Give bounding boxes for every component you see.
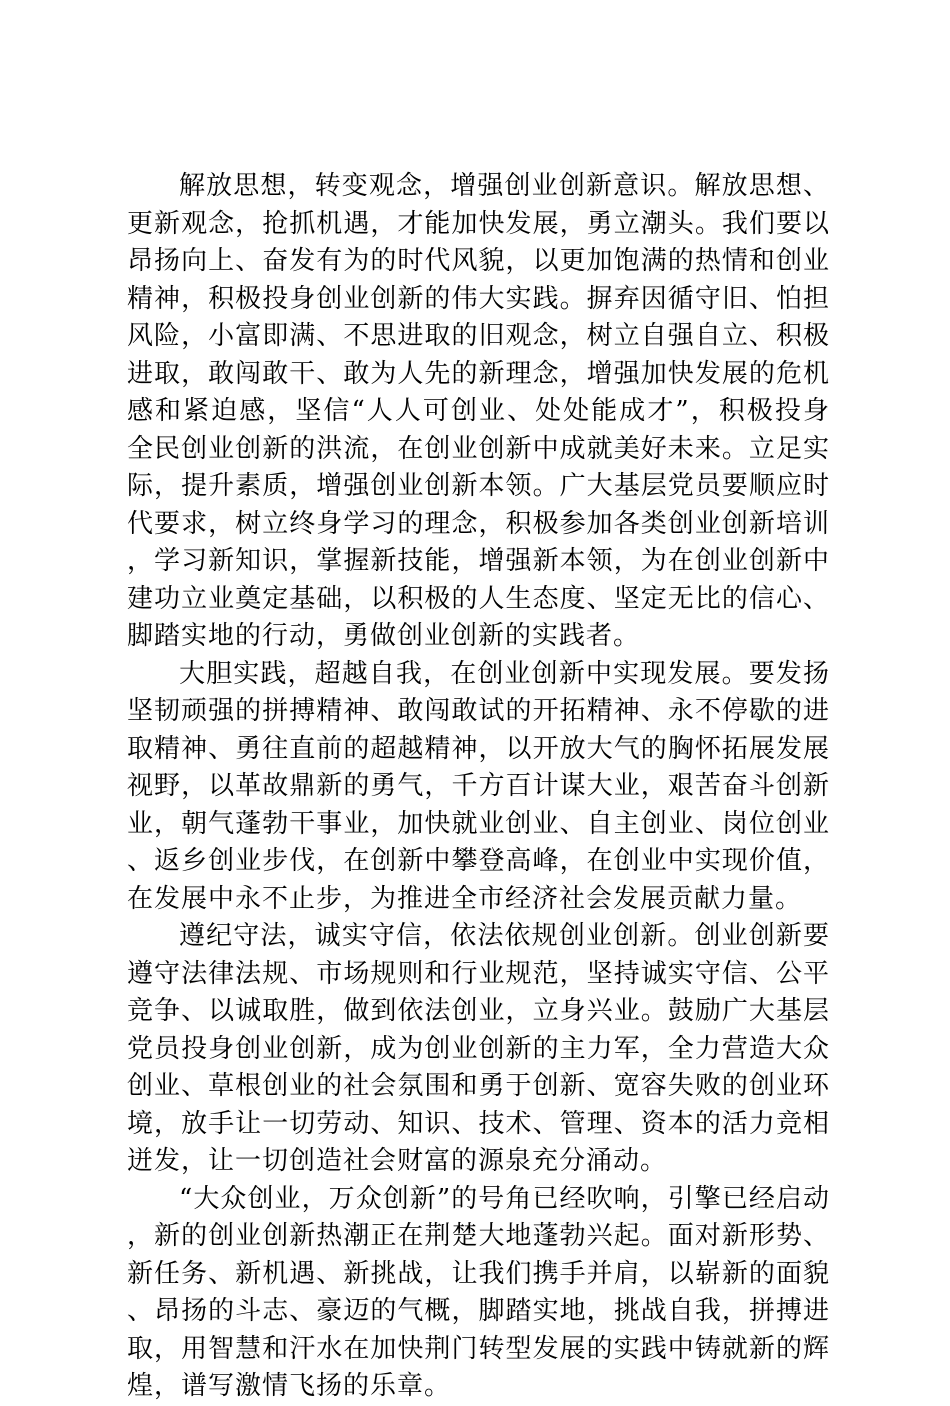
document-body bbox=[127, 168, 830, 1406]
paragraph-3: 遵纪守法，诚实守信，依法依规创业创新。创业创新要遵守法律法规、市场规则和行业规范，坚持诚实守信、公平竞争、以诚取胜，做到依法创业，立身兴业。鼓励广大基层党员投身创业创新，成为创业创新的主力军，全力营造大众创业、草根创业的社会氛围和勇于创新、宽容失败的创业环境，放手让一切劳动、知识、技术、管理、资本的活力竞相迸发，让一切创造社会财富的源泉充分涌动。 bbox=[127, 921, 830, 1176]
paragraph-4: “大众创业，万众创新”的号角已经吹响，引擎已经启动，新的创业创新热潮正在荆楚大地蓬勃兴起。面对新形势、新任务、新机遇、新挑战，让我们携手并肩，以崭新的面貌、昂扬的斗志、豪迈的气概，脚踏实地，挑战自我，拼搏进取，用智慧和汗水在加快荆门转型发展的实践中铸就新的辉煌，谱写激情飞扬的乐章。 bbox=[127, 1183, 830, 1401]
paragraph-2: 大胆实践，超越自我，在创业创新中实现发展。要发扬坚韧顽强的拼搏精神、敢闯敢试的开拓精神、永不停歇的进取精神、勇往直前的超越精神，以开放大气的胸怀拓展发展视野，以革故鼎新的勇气，千方百计谋大业，艰苦奋斗创新业，朝气蓬勃干事业，加快就业创业、自主创业、岗位创业、返乡创业步伐，在创新中攀登高峰，在创业中实现价值，在发展中永不止步，为推进全市经济社会发展贡献力量。 bbox=[127, 658, 830, 914]
paragraph-1: 解放思想，转变观念，增强创业创新意识。解放思想、更新观念，抢抓机遇，才能加快发展，勇立潮头。我们要以昂扬向上、奋发有为的时代风貌，以更加饱满的热情和创业精神，积极投身创业创新的伟大实践。摒弃因循守旧、怕担风险，小富即满、不思进取的旧观念，树立自强自立、积极进取，敢闯敢干、敢为人先的新理念，增强加快发展的危机感和紧迫感，坚信“人人可创业、处处能成才”，积极投身全民创业创新的洪流，在创业创新中成就美好未来。立足实际，提升素质，增强创业创新本领。广大基层党员要顺应时代要求，树立终身学习的理念，积极参加各类创业创新培训，学习新知识，掌握新技能，增强新本领，为在创业创新中建功立业奠定基础，以积极的人生态度、坚定无比的信心、脚踏实地的行动，勇做创业创新的实践者。 bbox=[127, 171, 830, 651]
